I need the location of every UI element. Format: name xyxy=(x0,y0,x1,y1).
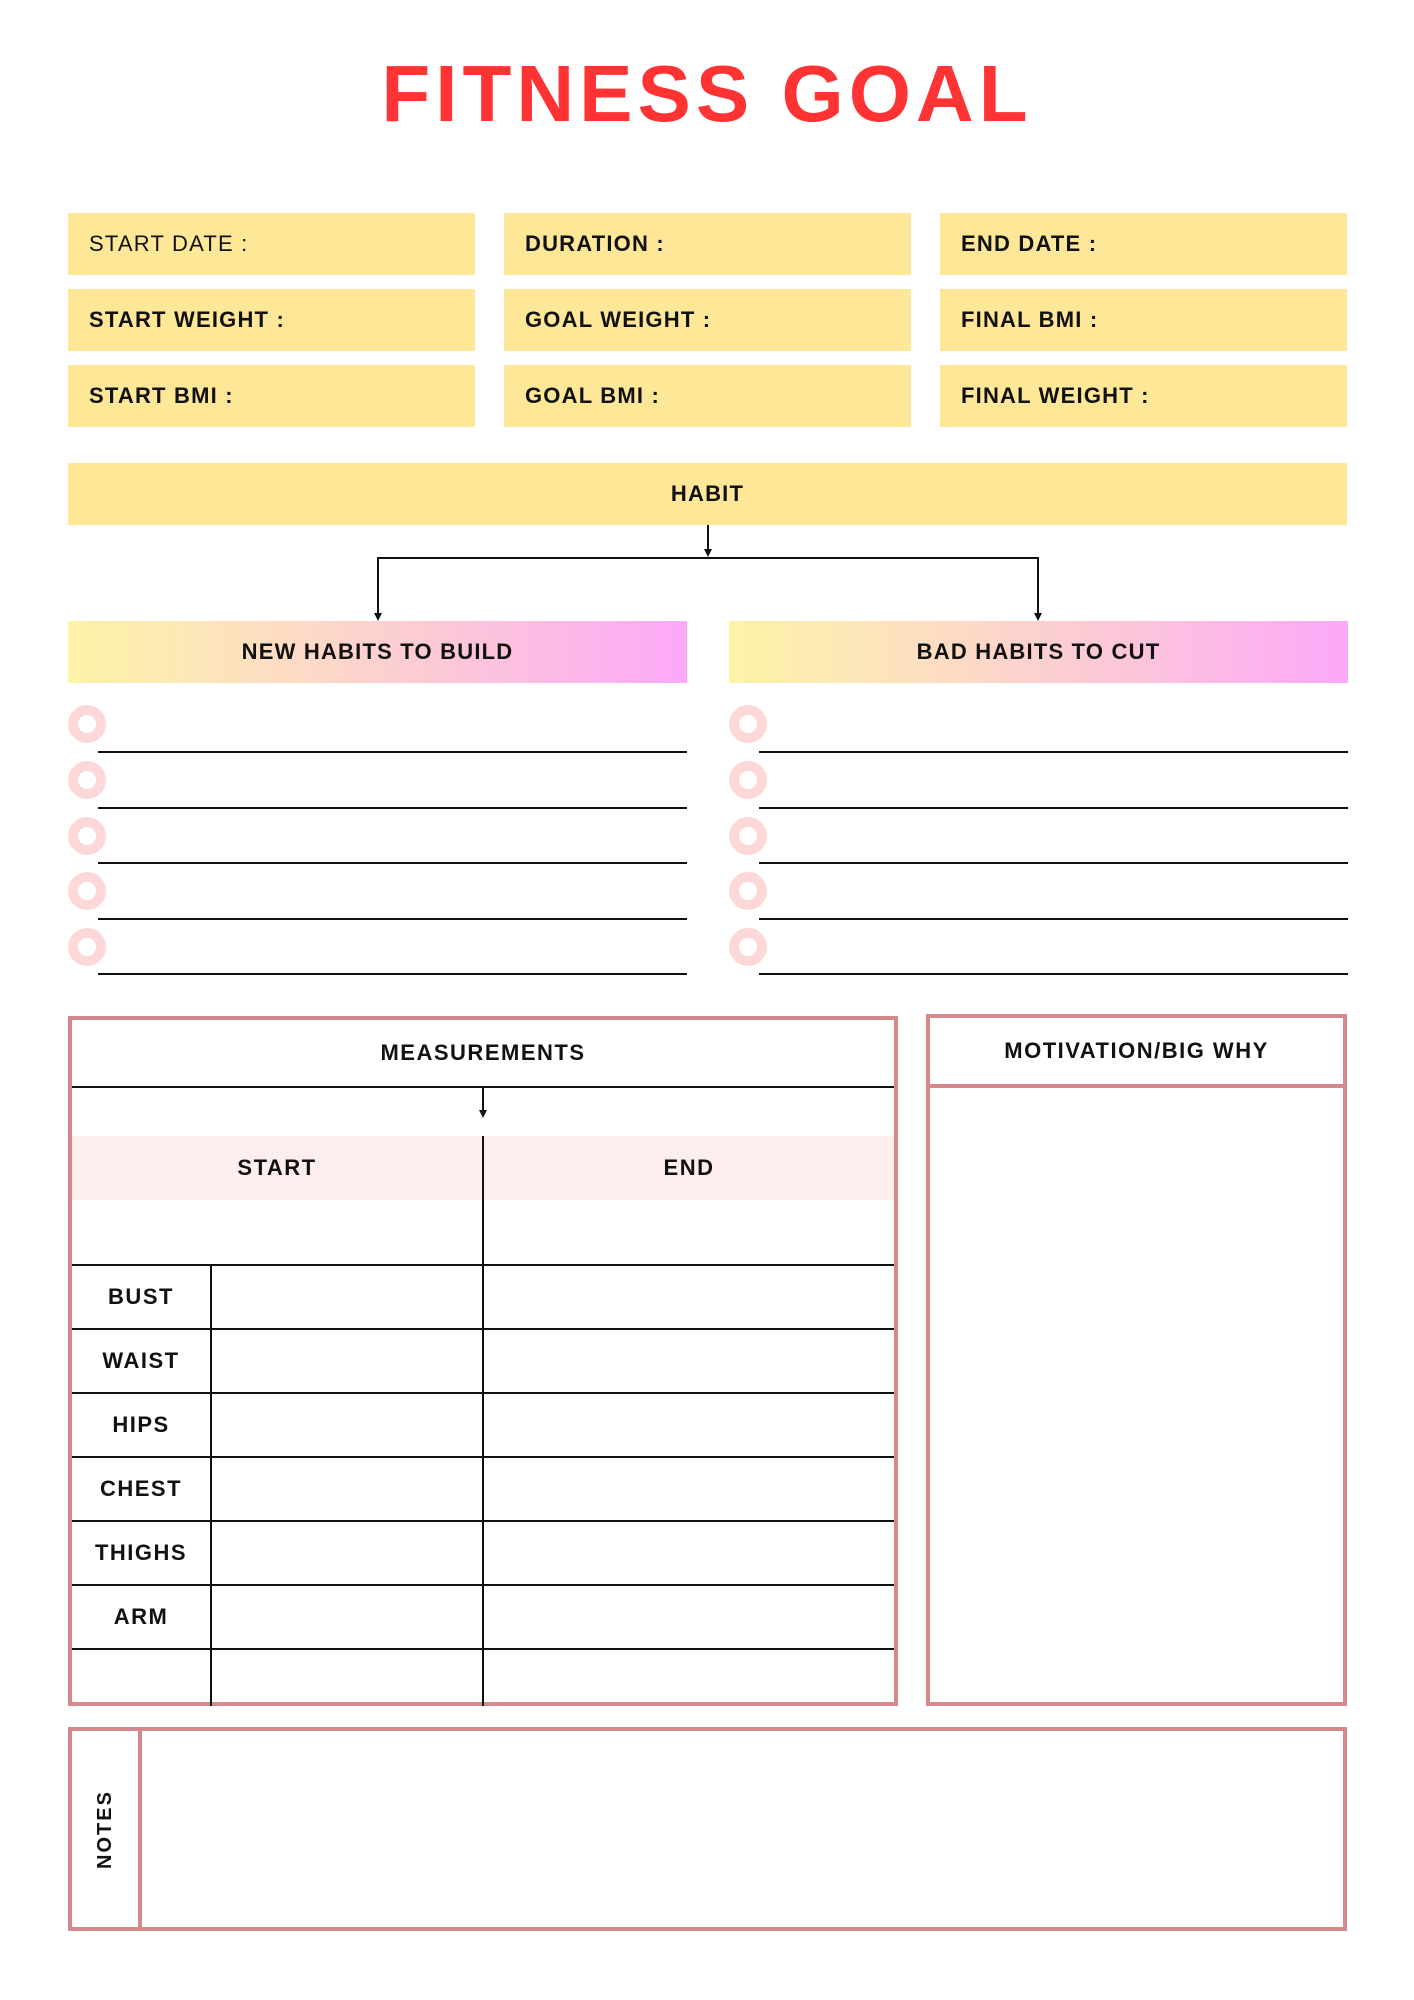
final-weight-field[interactable] xyxy=(940,365,1347,427)
motivation-divider xyxy=(930,1084,1343,1088)
bad-habit-line-2[interactable] xyxy=(759,807,1348,809)
duration-label: DURATION : xyxy=(525,231,665,256)
new-habits-header: NEW HABITS TO BUILD xyxy=(68,621,687,683)
row-label-thighs: THIGHS xyxy=(94,1540,188,1565)
arrow-down-icon xyxy=(374,613,382,621)
circle-bullet-icon[interactable] xyxy=(68,761,106,799)
start-bmi-label: START BMI : xyxy=(89,383,234,408)
new-habit-line-4[interactable] xyxy=(98,918,687,920)
habit-connector-right xyxy=(1037,557,1039,614)
notes-divider xyxy=(138,1731,142,1927)
arrow-down-icon xyxy=(1034,613,1042,621)
column-header-start: START xyxy=(72,1136,482,1200)
label-column-divider xyxy=(210,1264,212,1706)
motivation-title: MOTIVATION/BIG WHY xyxy=(1004,1038,1269,1063)
column-divider xyxy=(482,1136,484,1706)
start-date-label: START DATE : xyxy=(89,231,249,256)
notes-panel[interactable] xyxy=(68,1727,1347,1931)
new-habit-line-2[interactable] xyxy=(98,807,687,809)
circle-bullet-icon[interactable] xyxy=(729,761,767,799)
motivation-panel[interactable] xyxy=(926,1014,1347,1706)
notes-label: NOTES xyxy=(93,1789,116,1869)
arrow-down-icon xyxy=(479,1110,487,1118)
start-weight-field[interactable] xyxy=(68,289,475,351)
measurements-title: MEASUREMENTS xyxy=(380,1040,586,1065)
circle-bullet-icon[interactable] xyxy=(729,705,767,743)
arrow-down-icon xyxy=(704,549,712,557)
final-bmi-field[interactable] xyxy=(940,289,1347,351)
start-date-field[interactable] xyxy=(68,213,475,275)
row-label-arm: ARM xyxy=(113,1604,169,1629)
circle-bullet-icon[interactable] xyxy=(729,928,767,966)
circle-bullet-icon[interactable] xyxy=(729,817,767,855)
habit-connector-left xyxy=(377,557,379,614)
circle-bullet-icon[interactable] xyxy=(68,705,106,743)
bad-habits-header: BAD HABITS TO CUT xyxy=(729,621,1348,683)
row-label-blank xyxy=(72,1650,210,1704)
row-label-waist: WAIST xyxy=(102,1348,180,1373)
new-habit-line-5[interactable] xyxy=(98,973,687,975)
bad-habit-line-5[interactable] xyxy=(759,973,1348,975)
new-habit-line-3[interactable] xyxy=(98,862,687,864)
notes-label-container xyxy=(72,1731,138,1927)
measurements-connector xyxy=(482,1086,484,1112)
row-label-hips: HIPS xyxy=(112,1412,170,1437)
measurements-panel xyxy=(68,1016,898,1706)
habit-connector-bar xyxy=(377,557,1039,559)
final-weight-label: FINAL WEIGHT : xyxy=(961,383,1150,408)
goal-bmi-label: GOAL BMI : xyxy=(525,383,661,408)
circle-bullet-icon[interactable] xyxy=(729,872,767,910)
goal-weight-field[interactable] xyxy=(504,289,911,351)
row-label-chest: CHEST xyxy=(99,1476,183,1501)
circle-bullet-icon[interactable] xyxy=(68,817,106,855)
end-date-label: END DATE : xyxy=(961,231,1098,256)
bad-habit-line-1[interactable] xyxy=(759,751,1348,753)
final-bmi-label: FINAL BMI : xyxy=(961,307,1099,332)
goal-bmi-field[interactable] xyxy=(504,365,911,427)
bad-habit-line-4[interactable] xyxy=(759,918,1348,920)
end-date-field[interactable] xyxy=(940,213,1347,275)
goal-weight-label: GOAL WEIGHT : xyxy=(525,307,712,332)
start-weight-label: START WEIGHT : xyxy=(89,307,286,332)
habit-header: HABIT xyxy=(68,463,1347,525)
start-bmi-field[interactable] xyxy=(68,365,475,427)
page-title: FITNESS GOAL xyxy=(381,49,1033,138)
habit-connector-stem xyxy=(707,525,709,549)
circle-bullet-icon[interactable] xyxy=(68,872,106,910)
row-label-bust: BUST xyxy=(108,1284,174,1309)
bad-habit-line-3[interactable] xyxy=(759,862,1348,864)
duration-field[interactable] xyxy=(504,213,911,275)
new-habit-line-1[interactable] xyxy=(98,751,687,753)
column-header-end: END xyxy=(484,1136,894,1200)
circle-bullet-icon[interactable] xyxy=(68,928,106,966)
